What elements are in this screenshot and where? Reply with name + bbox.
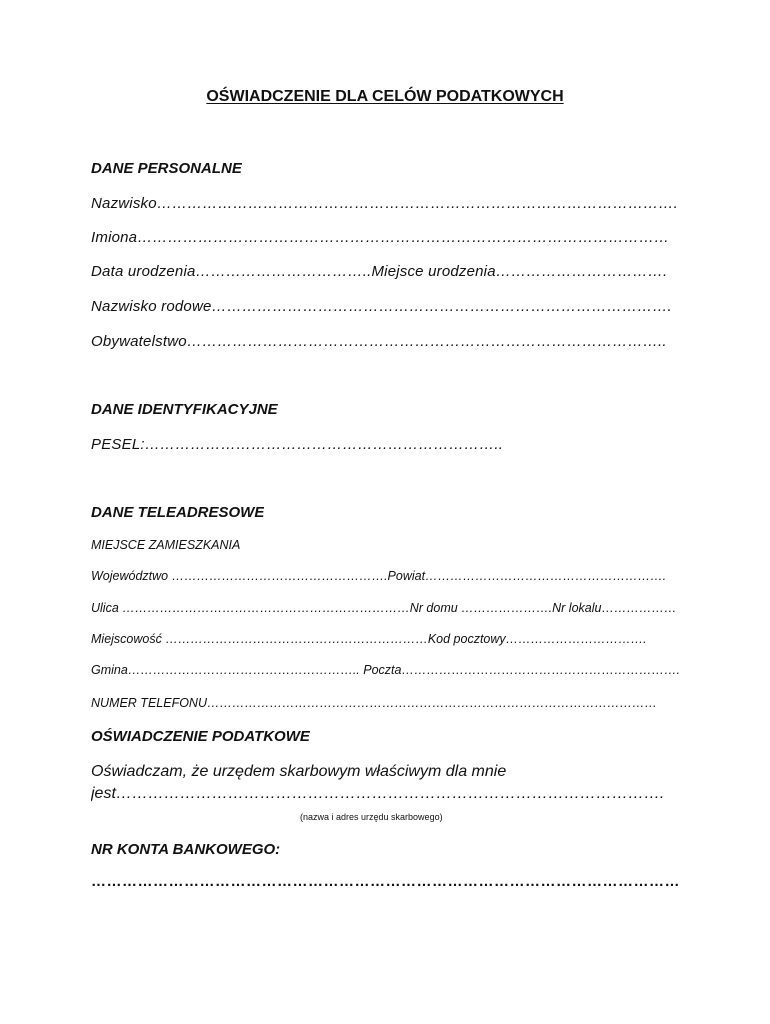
field-obywatelstwo[interactable]: Obywatelstwo………………………………………………………………………………….. — [91, 333, 667, 350]
section-heading-personal: DANE PERSONALNE — [91, 160, 242, 177]
section-heading-contact: DANE TELEADRESOWE — [91, 504, 265, 521]
field-ulica-nr-domu-lokalu[interactable]: Ulica ……………………………………………………………Nr domu ………………….Nr lokalu……………… — [91, 601, 677, 615]
field-numer-telefonu[interactable]: NUMER TELEFONU……………………………………………………………………………………………… — [91, 696, 657, 710]
field-gmina-poczta[interactable]: Gmina……………………………………………….. Poczta…………………………………………………………. — [91, 663, 680, 677]
field-imiona[interactable]: Imiona…………………………………………………………………………………………… — [91, 229, 670, 246]
field-urzad-skarbowy[interactable]: jest…………………………………………………………………………………………. — [91, 785, 665, 802]
section-heading-tax: OŚWIADCZENIE PODATKOWE — [91, 728, 310, 745]
section-heading-identification: DANE IDENTYFIKACYJNE — [91, 401, 278, 418]
tax-office-note: (nazwa i adres urzędu skarbowego) — [300, 812, 443, 822]
field-pesel[interactable]: PESEL:…………………………………………………………….. — [91, 436, 504, 453]
field-data-miejsce-urodzenia[interactable]: Data urodzenia……………………………..Miejsce urodzenia……………………………. — [91, 263, 668, 280]
field-nazwisko-rodowe[interactable]: Nazwisko rodowe………………………………………………………………………………. — [91, 298, 672, 315]
field-wojewodztwo-powiat[interactable]: Województwo …………………………………………….Powiat…………………………………………………. — [91, 569, 667, 583]
field-nr-konta[interactable]: …………………………………………………………………………………………………… — [91, 873, 680, 890]
label-miejsce-zamieszkania: MIEJSCE ZAMIESZKANIA — [91, 538, 241, 552]
field-nazwisko[interactable]: Nazwisko…………………………………………………………………………………………. — [91, 195, 678, 212]
field-miejscowosc-kod[interactable]: Miejscowość ………………………………………………………Kod pocztowy……………………………. — [91, 632, 647, 646]
tax-declaration-text: Oświadczam, że urzędem skarbowym właściwym dla mnie — [91, 763, 507, 780]
section-heading-bank: NR KONTA BANKOWEGO: — [91, 841, 281, 858]
document-title: OŚWIADCZENIE DLA CELÓW PODATKOWYCH — [206, 88, 564, 105]
